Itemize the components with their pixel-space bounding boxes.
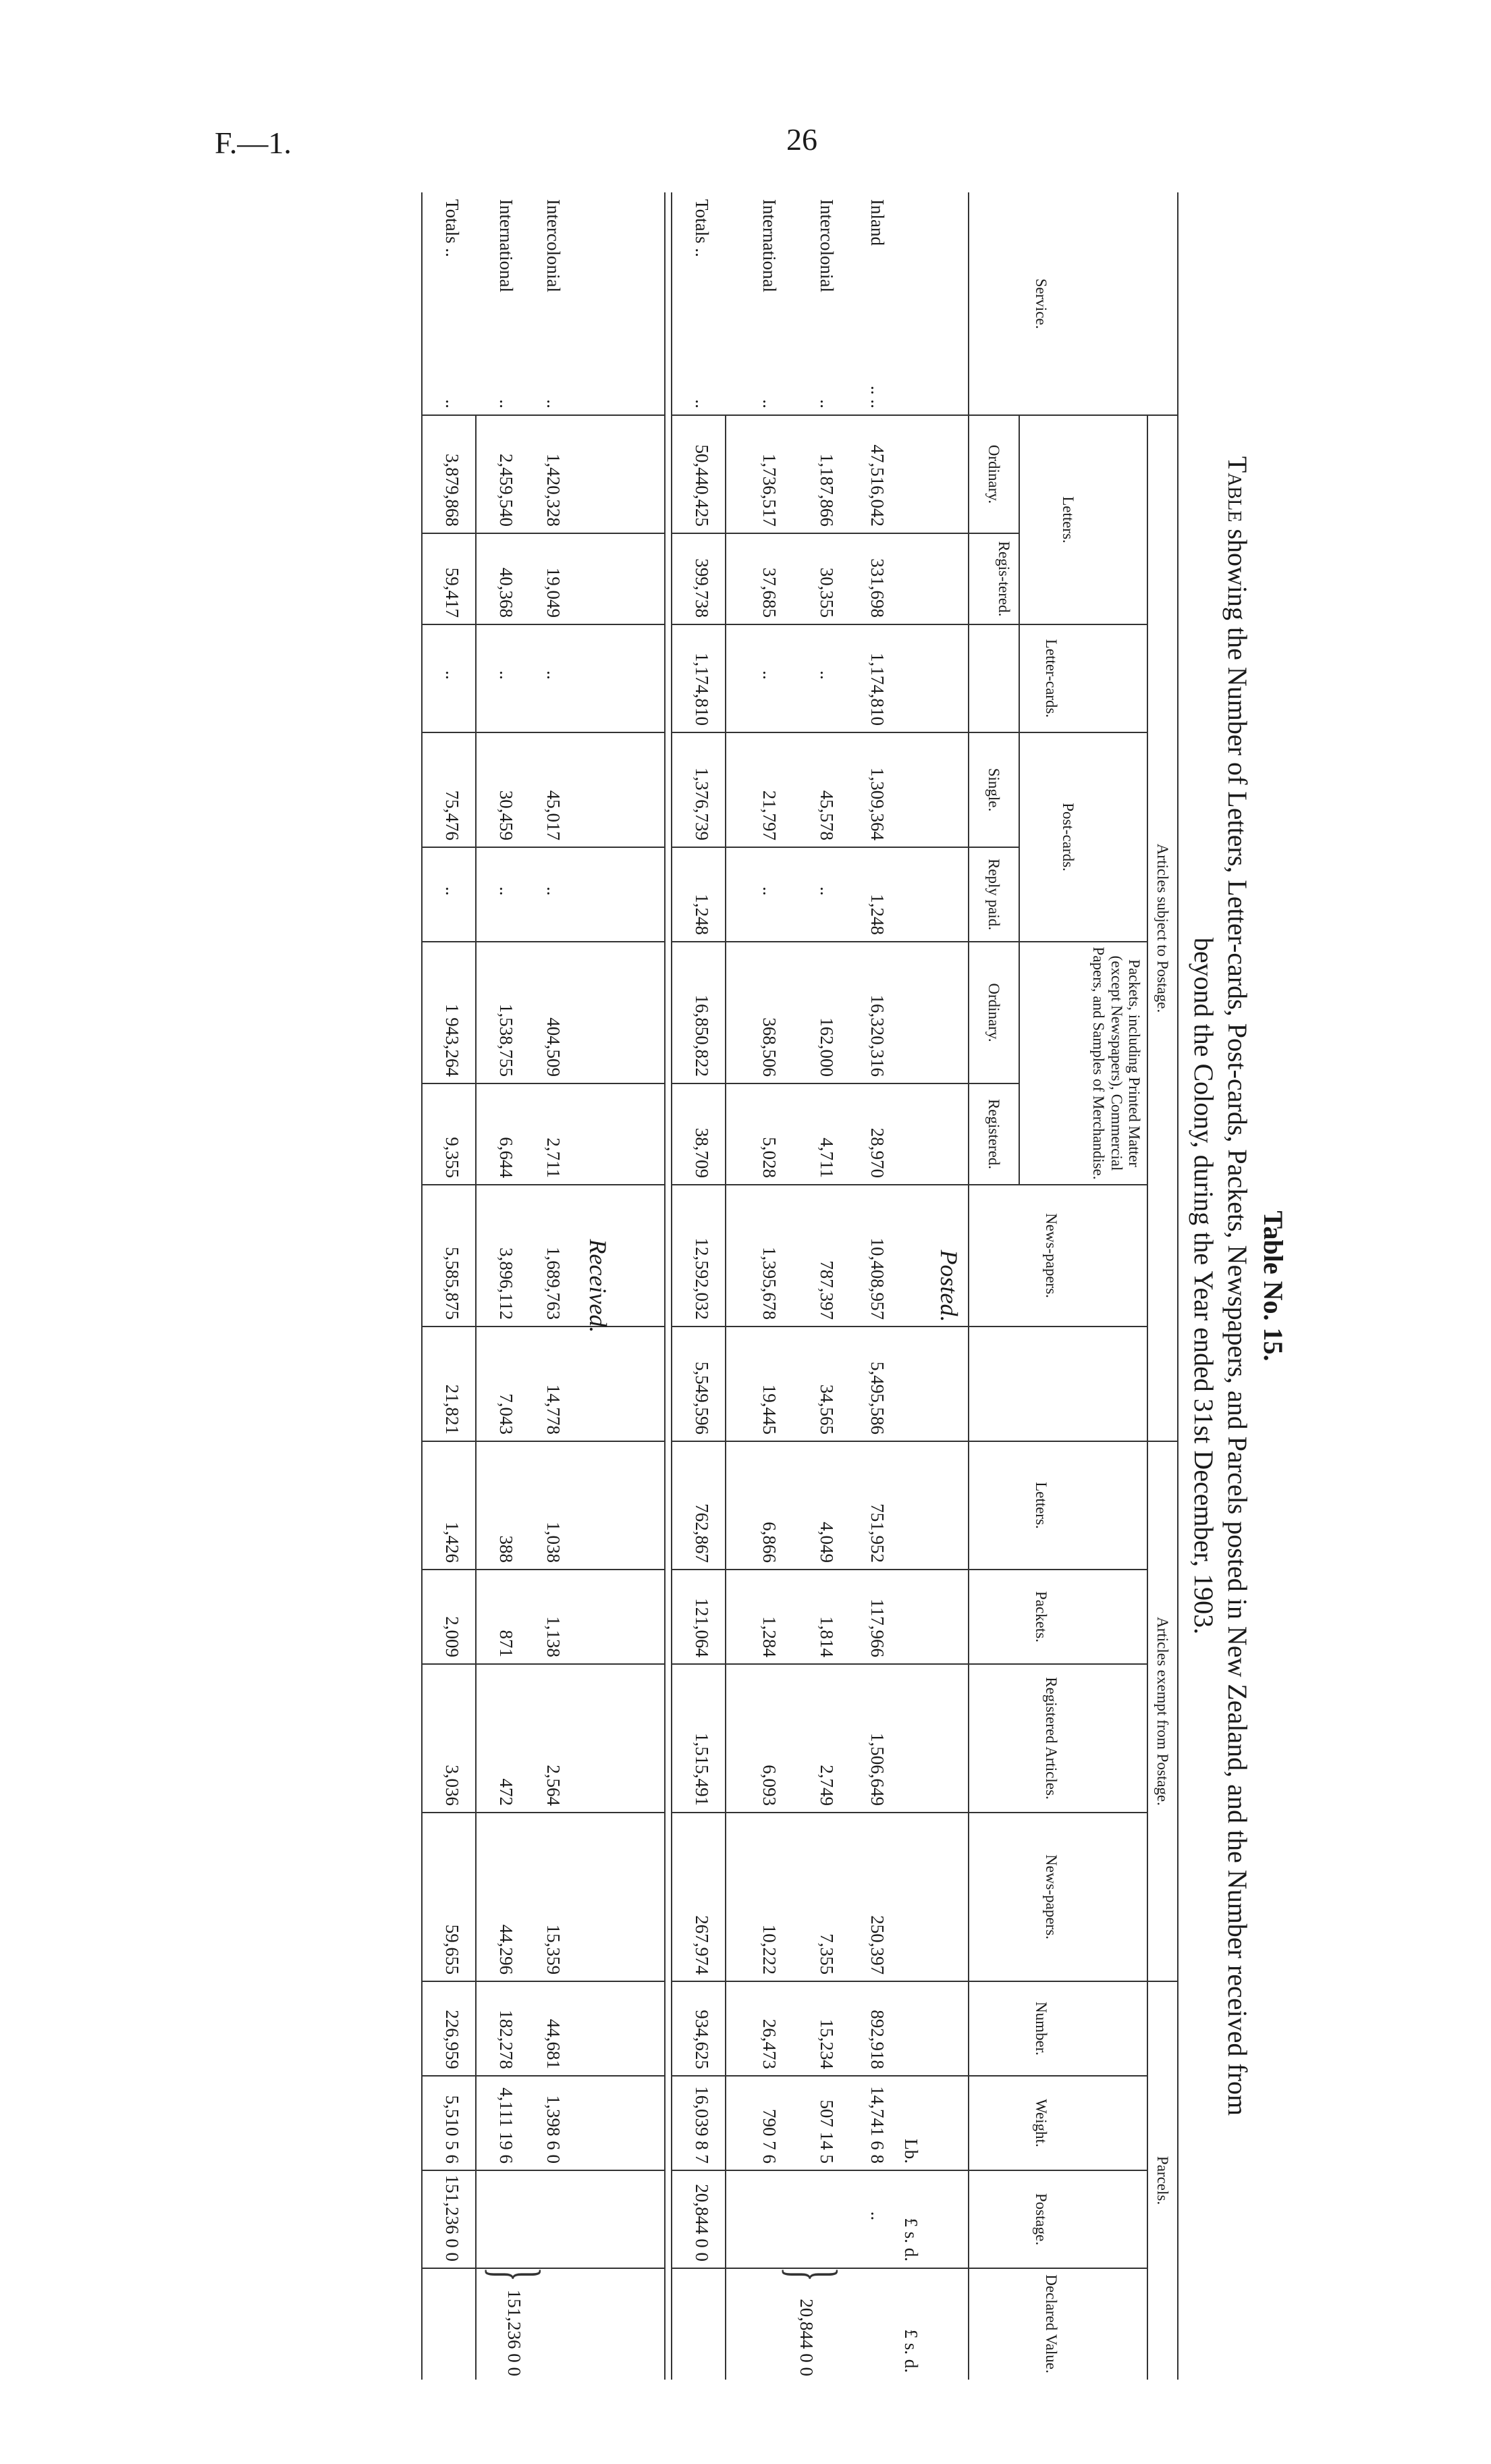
table-cell: 37,685: [759, 567, 780, 618]
header-parcels-value: Declared Value.: [1043, 2274, 1060, 2374]
header-service: Service.: [1033, 278, 1050, 329]
table-subtitle-line1: Table showing the Number of Letters, Letter-cards, Post-cards, Packets, Newspapers, and Parcels posted in New Zealand, and the Number received from: [1222, 456, 1253, 2116]
table-cell: 267,974: [692, 1915, 712, 1975]
table-cell: ..: [759, 886, 780, 896]
table-cell: 1,376,739: [692, 768, 712, 840]
table-cell: 2,711: [543, 1137, 564, 1178]
table-cell: 121,064: [692, 1598, 712, 1657]
table-cell: 1,398 6 0: [543, 2095, 564, 2164]
table-cell: 1,309,364: [867, 768, 888, 840]
unit-postage: £ s. d.: [901, 2218, 921, 2261]
table-cell: 19,445: [759, 1384, 780, 1435]
table-cell: 892,918: [867, 2010, 888, 2069]
header-packets: Packets, including Printed Matter (except Newspapers), Commercial Papers, and Samples of Merchandise.: [1090, 946, 1143, 1180]
header-post-cards-reply: Reply paid.: [985, 858, 1002, 931]
table-cell: 34,565: [817, 1384, 837, 1435]
header-parcels-number: Number.: [1033, 2002, 1050, 2056]
header-post-cards-single: Single.: [985, 768, 1002, 812]
table-cell: ..: [442, 670, 462, 680]
table-cell: 16,039 8 7: [692, 2086, 712, 2164]
table-cell: 1,426: [442, 1522, 462, 1563]
table-cell: ..: [543, 670, 564, 680]
table-cell: 1,420,328: [543, 454, 564, 527]
table-cell: 7,043: [496, 1393, 516, 1435]
table-cell: 44,681: [543, 2018, 564, 2069]
table-cell: 3,036: [442, 1765, 462, 1806]
table-cell: 3,896,112: [496, 1248, 516, 1320]
table-cell: 507 14 5: [817, 2099, 837, 2164]
table-cell: 1,284: [759, 1616, 780, 1657]
table-cell: 5,028: [759, 1137, 780, 1178]
table-cell: ..: [442, 886, 462, 896]
header-letters: Letters.: [1060, 496, 1077, 543]
table-cell: 5,585,875: [442, 1247, 462, 1320]
row-label: Intercolonial: [817, 199, 837, 292]
table-cell: 5,510 5 6: [442, 2095, 462, 2164]
row-leader-dots: .. ..: [867, 385, 888, 408]
table-cell: ..: [817, 670, 837, 680]
header-group-exempt: Articles exempt from Postage.: [1154, 1617, 1171, 1806]
table-cell: ..: [496, 670, 516, 680]
table-cell: 2,009: [442, 1616, 462, 1657]
table-cell: 6,866: [759, 1522, 780, 1563]
table-cell: 1,174,810: [867, 653, 888, 726]
table-cell: 9,355: [442, 1137, 462, 1178]
row-leader-dots: ..: [496, 399, 516, 408]
row-leader-dots: ..: [543, 399, 564, 408]
table-cell: 19,049: [543, 567, 564, 618]
table-cell: 1,138: [543, 1616, 564, 1657]
posted-declared-value: 20,844 0 0: [796, 2299, 817, 2376]
table-cell: 4,049: [817, 1522, 837, 1563]
table-cell: 388: [496, 1535, 516, 1563]
header-group-postage: Articles subject to Postage.: [1154, 843, 1171, 1013]
table-cell: 162,000: [817, 1017, 837, 1077]
table-cell: 44,296: [496, 1924, 516, 1975]
header-letters-ordinary: Ordinary.: [985, 444, 1002, 504]
table-cell: 30,355: [817, 567, 837, 618]
header-newspapers: News-papers.: [1043, 1213, 1060, 1298]
table-cell: 16,850,822: [692, 994, 712, 1077]
page-number: 26: [786, 122, 817, 157]
received-declared-value: 151,236 0 0: [504, 2289, 524, 2376]
table-cell: 472: [496, 1778, 516, 1806]
table-cell: 250,397: [867, 1915, 888, 1975]
table-cell: 3,879,868: [442, 454, 462, 527]
table-cell: 1,515,491: [692, 1733, 712, 1806]
unit-value: £ s. d.: [901, 2329, 921, 2373]
table-cell: 790 7 6: [759, 2109, 780, 2164]
table-cell: 368,506: [759, 1017, 780, 1077]
page-identifier: F.—1.: [215, 126, 292, 160]
posted-value-brace-icon: }: [776, 2267, 851, 2282]
table-cell: 1,506,649: [867, 1733, 888, 1806]
section-posted: Posted.: [936, 1250, 963, 1322]
table-cell: ..: [759, 670, 780, 680]
table-cell: 59,655: [442, 1924, 462, 1975]
table-cell: 59,417: [442, 567, 462, 618]
table-title: Table No. 15.: [1258, 1210, 1289, 1362]
table-cell: 75,476: [442, 790, 462, 840]
row-label: Inland: [867, 199, 888, 246]
table-cell: 10,408,957: [867, 1237, 888, 1320]
table-cell: ..: [496, 886, 516, 896]
row-label: Totals ..: [692, 199, 712, 257]
table-cell: 14,741 6 8: [867, 2086, 888, 2164]
table-cell: 20,844 0 0: [692, 2184, 712, 2261]
table-cell: 182,278: [496, 2010, 516, 2069]
table-cell: 4,111 19 6: [496, 2087, 516, 2164]
table-cell: 762,867: [692, 1503, 712, 1563]
table-cell: 4,711: [817, 1137, 837, 1178]
table-cell: 226,959: [442, 2010, 462, 2069]
row-leader-dots: ..: [442, 399, 462, 408]
table-cell: 50,440,425: [692, 444, 712, 527]
header-letters-registered: Regis-tered.: [996, 541, 1012, 617]
table-cell: ..: [543, 886, 564, 896]
row-label: Totals ..: [442, 199, 462, 257]
table-cell: 331,698: [867, 558, 888, 618]
table-cell: 21,821: [442, 1384, 462, 1435]
section-received: Received.: [585, 1239, 612, 1333]
table-cell: 1,248: [867, 894, 888, 935]
table-cell: 38,709: [692, 1127, 712, 1178]
row-leader-dots: ..: [759, 399, 780, 408]
unit-weight: Lb.: [901, 2139, 921, 2164]
table-cell: 1,814: [817, 1616, 837, 1657]
table-cell: 15,359: [543, 1924, 564, 1975]
table-cell: 751,952: [867, 1503, 888, 1563]
table-cell: 1,395,678: [759, 1247, 780, 1320]
table-cell: 2,459,540: [496, 454, 516, 527]
table-cell: 15,234: [817, 2018, 837, 2069]
header-packets-ordinary: Ordinary.: [985, 983, 1002, 1042]
table-cell: 14,778: [543, 1384, 564, 1435]
header-exempt-packets: Packets.: [1033, 1590, 1050, 1642]
row-label: International: [496, 199, 516, 292]
table-cell: 28,970: [867, 1127, 888, 1178]
header-exempt-newspapers: News-papers.: [1043, 1854, 1060, 1939]
table-cell: 45,578: [817, 790, 837, 840]
table-cell: 2,749: [817, 1765, 837, 1806]
row-label: Intercolonial: [543, 199, 564, 292]
table-cell: 399,738: [692, 558, 712, 618]
header-exempt-letters: Letters.: [1033, 1482, 1050, 1529]
table-cell: ..: [867, 2211, 888, 2221]
table-cell: 1,187,866: [817, 454, 837, 527]
rotated-table-page: [172, 192, 1320, 2380]
table-cell: 6,093: [759, 1765, 780, 1806]
table-cell: 1,248: [692, 894, 712, 935]
table-cell: 1,538,755: [496, 1004, 516, 1077]
header-parcels-postage: Postage.: [1033, 2193, 1050, 2246]
header-letter-cards: Letter-cards.: [1043, 639, 1060, 718]
table-subtitle-line2: beyond the Colony, during the Year ended 31st December, 1903.: [1189, 937, 1219, 1635]
row-leader-dots: ..: [692, 399, 712, 408]
table-cell: 7,355: [817, 1933, 837, 1975]
table-cell: 151,236 0 0: [442, 2174, 462, 2261]
table-cell: 5,549,596: [692, 1362, 712, 1435]
table-cell: 1,174,810: [692, 653, 712, 726]
table-cell: 1,038: [543, 1522, 564, 1563]
row-leader-dots: ..: [817, 399, 837, 408]
table-cell: 2,564: [543, 1765, 564, 1806]
received-value-brace-icon: }: [479, 2267, 554, 2282]
table-cell: 26,473: [759, 2018, 780, 2069]
table-cell: 5,495,586: [867, 1362, 888, 1435]
table-cell: 21,797: [759, 790, 780, 840]
header-exempt-registered: Registered Articles.: [1043, 1677, 1060, 1800]
table-cell: 1,736,517: [759, 454, 780, 527]
header-post-cards: Post-cards.: [1060, 803, 1077, 872]
table-cell: 934,625: [692, 2010, 712, 2069]
table-cell: 10,222: [759, 1924, 780, 1975]
row-label: International: [759, 199, 780, 292]
header-group-parcels: Parcels.: [1154, 2155, 1171, 2205]
table-cell: 404,509: [543, 1017, 564, 1077]
table-cell: 6,644: [496, 1137, 516, 1178]
table-cell: 16,320,316: [867, 994, 888, 1077]
table-cell: 787,397: [817, 1260, 837, 1320]
table-cell: ..: [817, 886, 837, 896]
table-cell: 117,966: [867, 1599, 888, 1657]
header-parcels-weight: Weight.: [1033, 2099, 1050, 2147]
header-packets-registered: Registered.: [985, 1098, 1002, 1170]
table-cell: 40,368: [496, 567, 516, 618]
table-cell: 30,459: [496, 790, 516, 840]
table-cell: 871: [496, 1630, 516, 1657]
table-grid: [172, 192, 1320, 2380]
table-cell: 45,017: [543, 790, 564, 840]
table-cell: 47,516,042: [867, 444, 888, 527]
table-cell: 1,689,763: [543, 1247, 564, 1320]
table-cell: 1 943,264: [442, 1004, 462, 1077]
table-cell: 12,592,032: [692, 1237, 712, 1320]
